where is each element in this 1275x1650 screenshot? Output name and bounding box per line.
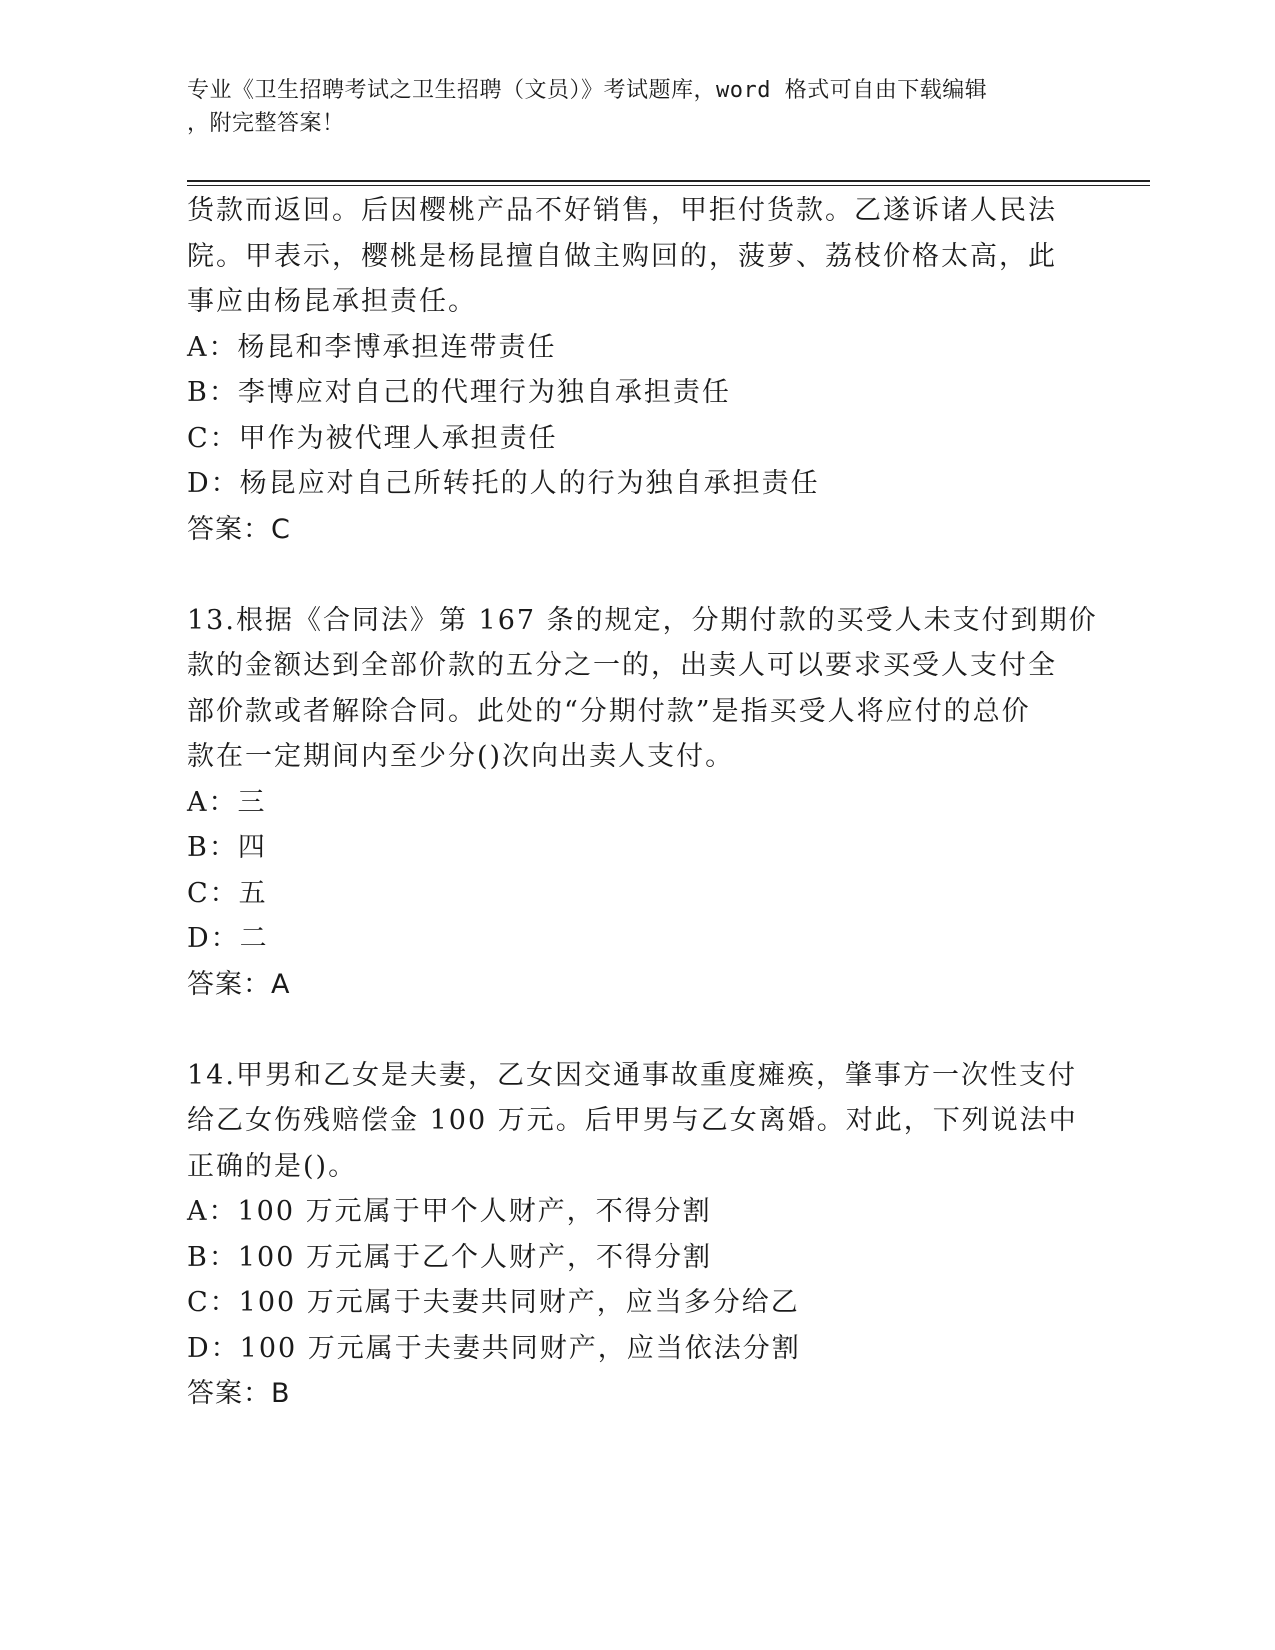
option-c: C：五	[187, 877, 268, 909]
option-b: B：四	[187, 832, 267, 863]
header-line-2: ，附完整答案！	[187, 111, 345, 136]
question-text-line: 款在一定期间内至少分()次向出卖人支付。	[187, 741, 735, 772]
answer-label: 答案：B	[187, 1378, 291, 1409]
question-text-line: 13.根据《合同法》第 167 条的规定，分期付款的买受人未支付到期价	[187, 604, 1098, 636]
option-d: D：100 万元属于夫妻共同财产，应当依法分割	[187, 1332, 801, 1364]
option-a: A：100 万元属于甲个人财产，不得分割	[187, 1196, 712, 1227]
question-content	[187, 188, 1098, 1417]
question-text-line: 院。甲表示，樱桃是杨昆擅自做主购回的，菠萝、荔枝价格太高，此	[187, 240, 1057, 272]
option-d: D：杨昆应对自己所转托的人的行为独自承担责任	[187, 468, 820, 499]
header-line-1: 专业《卫生招聘考试之卫生招聘（文员）》考试题库，word 格式可自由下载编辑	[187, 78, 988, 103]
question-text-line: 正确的是()。	[187, 1150, 358, 1182]
question-text-line: 事应由杨昆承担责任。	[187, 286, 477, 317]
option-b: B：李博应对自己的代理行为独自承担责任	[187, 377, 731, 408]
header-rule-thick	[187, 180, 1150, 182]
header-rule-thin	[187, 185, 1150, 186]
question-text-line: 给乙女伤残赔偿金 100 万元。后甲男与乙女离婚。对此，下列说法中	[187, 1105, 1078, 1136]
question-text-line: 货款而返回。后因樱桃产品不好销售，甲拒付货款。乙遂诉诸人民法	[187, 195, 1057, 226]
question-14	[187, 1053, 1087, 1417]
question-text-line: 款的金额达到全部价款的五分之一的，出卖人可以要求买受人支付全	[187, 650, 1057, 681]
document-header	[187, 74, 1067, 140]
option-d: D：二	[187, 923, 269, 954]
spacer	[187, 552, 1087, 598]
option-c: C：100 万元属于夫妻共同财产，应当多分给乙	[187, 1287, 800, 1318]
question-12	[187, 188, 1087, 552]
spacer	[187, 1007, 1087, 1053]
answer-label: 答案：C	[187, 513, 291, 545]
option-a: A：杨昆和李博承担连带责任	[187, 331, 557, 363]
question-text-line: 部价款或者解除合同。此处的“分期付款”是指买受人将应付的总价	[187, 695, 1031, 727]
option-c: C：甲作为被代理人承担责任	[187, 422, 558, 454]
answer-label: 答案：A	[187, 968, 291, 1000]
question-text-line: 14.甲男和乙女是夫妻，乙女因交通事故重度瘫痪，肇事方一次性支付	[187, 1059, 1077, 1091]
option-b: B：100 万元属于乙个人财产，不得分割	[187, 1241, 712, 1273]
question-13	[187, 598, 1098, 1008]
option-a: A：三	[187, 786, 267, 818]
